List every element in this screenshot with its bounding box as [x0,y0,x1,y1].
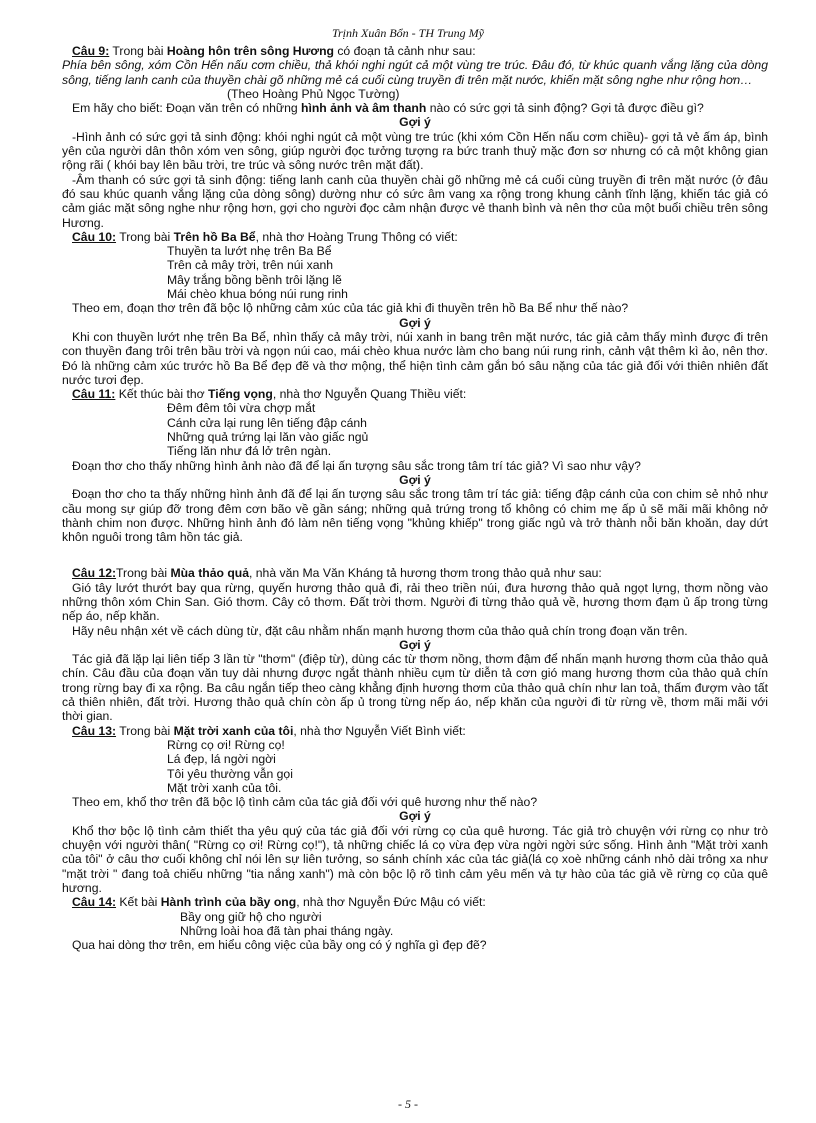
question-14-poem-line: Những loài hoa đã tàn phai tháng ngày. [180,923,394,938]
question-9-heading: Câu 9: Trong bài Hoàng hôn trên sông Hương có đoạn tả cảnh như sau: [72,44,476,58]
question-11-poem-line: Cánh cửa lại rung lên tiếng đập cánh [167,415,367,430]
question-10-hint: Gợi ý [399,315,431,330]
question-13-poem-line: Mặt trời xanh của tôi. [167,780,282,795]
question-9-answer-1: -Hình ảnh có sức gợi tả sinh động: khói nghi ngút cả một vùng tre trúc (khi xóm Cồn Hến nấu cơm chiều)- gợi tả vẻ ấm áp, bình yên của người dân thôn xóm ven sông, giúp người đọc tưởng tượng ra bức tranh thuỷ mặc đơn sơ nhưng có cả một không gian rộng rãi ( khói bay lên bầu trời, tre trúc và sông nước trên mặt đất). [62,129,768,173]
document-body [62,44,768,952]
question-13-answer: Khổ thơ bộc lộ tình cảm thiết tha yêu quý của tác giả đối với rừng cọ của quê hương. Tác giả trò chuyện với rừng cọ như trò chuyện với người thân( "Rừng cọ ơi! Rừng cọ!"), tả những chiếc lá cọ vừa đẹp vừa ngời ngời sức sống. Hình ảnh "Mặt trời xanh của tôi" ở câu thơ cuối không chỉ nói lên sự liên tưởng, so sánh chính xác của tác giả(lá cọ xoè những cánh nhỏ dài trông xa như "mặt trời " đang toả chiếu những "tia nắng xanh") mà còn bộc lộ rõ tình cảm yêu mến và tự hào của tác giả về rừng cọ của quê hương. [62,823,768,895]
question-11-hint: Gợi ý [399,472,431,487]
question-13-poem-line: Tôi yêu thường vẫn gọi [167,766,293,781]
question-11-answer: Đoạn thơ cho ta thấy những hình ảnh đã để lại ấn tượng sâu sắc trong tâm trí tác giả: tiếng đập cánh của con chim sẻ nhỏ như cầu mong sự giúp đỡ trong đêm cơn bão về gần sáng; những quả trứng trong tổ không có chim mẹ ấp ủ sẽ mãi mãi không nở thành chim non được. Những hình ảnh đó làm nên tiếng vọng "khủng khiếp" trong giấc ngủ và trở thành nỗi băn khoăn, day dứt khôn nguôi trong tâm hồn tác giả. [62,487,768,545]
question-9-ask: Em hãy cho biết: Đoạn văn trên có những hình ảnh và âm thanh nào có sức gợi tả sinh động? Gợi tả được điều gì? [72,101,704,116]
question-9-hint: Gợi ý [399,115,431,130]
question-9-passage: Phía bên sông, xóm Cồn Hến nấu cơm chiều, thả khói nghi ngút cả một vùng tre trúc. Đâu đó, từ khúc quanh vắng lặng của dòng sông, tiếng lanh canh của thuyền chài gõ những mẻ cá cuối cùng truyền đi trên mặt nước, khiến mặt sông nghe như rộng hơn… [62,58,768,87]
question-11-heading: Câu 11: Kết thúc bài thơ Tiếng vọng, nhà thơ Nguyễn Quang Thiều viết: [72,387,467,402]
page-header: Trịnh Xuân Bổn - TH Trung Mỹ [331,26,484,40]
question-10-answer: Khi con thuyền lướt nhẹ trên Ba Bể, nhìn thấy cả mây trời, núi xanh in bang trên mặt nước, tác giả cảm thấy mình được đi trên con thuyền đang trôi trên bầu trời và ngọn núi cao, mái chèo khua nước làm cho bang núi rung rinh, cảnh vật thêm kì ảo, nên thơ. Đó là những cảm xúc trước hồ Ba Bể đẹp đẽ và thơ mộng, thể hiện tình cảm gắn bó sâu nặng của tác giả đối với thiên nhiên đất nước tươi đẹp. [62,329,768,387]
question-10-ask: Theo em, đoạn thơ trên đã bộc lộ những cảm xúc của tác giả khi đi thuyền trên hồ Ba Bể như thế nào? [72,301,629,316]
question-11-poem-line: Tiếng lăn như đá lở trên ngàn. [167,444,332,459]
question-10-poem-line: Mái chèo khua bóng núi rung rinh [167,287,348,302]
question-12-passage: Gió tây lướt thướt bay qua rừng, quyến hương thảo quả đi, rải theo triền núi, đưa hương thảo quả ngọt lựng, thơm nồng vào những thôn xóm Chin San. Gió thơm. Cây cỏ thơm. Đất trời thơm. Người đi từng thảo quả về, hương thơm đạm ủ ấp trong từng nếp áo, nếp khăn. [62,580,768,624]
question-9-source: (Theo Hoàng Phủ Ngọc Tường) [227,86,400,101]
question-14-poem-line: Bầy ong giữ hộ cho người [180,909,322,924]
question-11-poem-line: Những quả trứng lại lăn vào giấc ngủ [167,430,369,445]
question-12-heading: Câu 12:Trong bài Mùa thảo quả, nhà văn Ma Văn Kháng tả hương thơm trong thảo quả như sau: [72,566,602,581]
question-11-poem-line: Đêm đêm tôi vừa chợp mắt [167,401,316,416]
question-13-poem-line: Lá đẹp, lá ngời ngời [167,752,276,767]
question-14-ask: Qua hai dòng thơ trên, em hiểu công việc của bầy ong có ý nghĩa gì đẹp đẽ? [72,938,487,953]
question-13-heading: Câu 13: Trong bài Mặt trời xanh của tôi, nhà thơ Nguyễn Viết Bình viết: [72,723,466,738]
page-number: - 5 - [398,1097,418,1111]
question-11-ask: Đoạn thơ cho thấy những hình ảnh nào đã để lại ấn tượng sâu sắc trong tâm trí tác giả? Vì sao như vậy? [72,458,641,473]
question-10-poem-line: Thuyền ta lướt nhẹ trên Ba Bể [167,244,332,259]
question-12-hint: Gợi ý [399,637,431,652]
question-10-heading: Câu 10: Trong bài Trên hồ Ba Bể, nhà thơ Hoàng Trung Thông có viết: [72,229,458,244]
question-14-heading: Câu 14: Kết bài Hành trình của bầy ong, nhà thơ Nguyễn Đức Mậu có viết: [72,895,486,910]
question-10-poem-line: Mây trắng bồng bềnh trôi lặng lẽ [167,272,342,287]
question-12-answer: Tác giả đã lặp lại liên tiếp 3 lần từ "thơm" (điệp từ), dùng các từ thơm nồng, thơm đậm để nhấn mạnh hương thơm của thảo quả chín. Câu đầu của đoạn văn tuy dài nhưng được ngắt thành nhiều cụm từ diễn tả cơn gió mang hương thơm của thảo quả chín trong rừng bay đi xa rộng. Ba câu ngắn tiếp theo càng khẳng định hương thơm của thảo quả chín như lan toả, thấm đượm vào tất cả thiên nhiên, đất trời. Hương thảo quả chín còn ấp ủ trong từng nếp áo, nếp khăn của người đi từ rừng về, thơm mãi mãi với thời gian. [62,652,768,724]
question-10-poem-line: Trên cả mây trời, trên núi xanh [167,258,334,273]
question-13-ask: Theo em, khổ thơ trên đã bộc lộ tình cảm của tác giả đối với quê hương như thế nào? [72,795,538,810]
question-13-hint: Gợi ý [399,809,431,824]
question-12-ask: Hãy nêu nhận xét về cách dùng từ, đặt câu nhằm nhấn mạnh hương thơm của thảo quả chín trong đoạn văn trên. [72,623,688,638]
question-13-poem-line: Rừng cọ ơi! Rừng cọ! [167,737,285,752]
question-9-answer-2: -Âm thanh có sức gợi tả sinh động: tiếng lanh canh của thuyền chài gõ những mẻ cá cuối cùng truyền đi trên mặt nước (ở đâu đó sau khúc quanh vắng lặng của dòng sông) dường như có sức âm vang xa rộng trong khung cảnh tĩnh lặng, khiến tác giả có cảm giác mặt sông nghe như rộng hơn, gợi cho người đọc cảm nhận được vẻ thanh bình và nên thơ của một buổi chiều trên sông Hương. [62,172,768,230]
section-gap [62,544,768,566]
